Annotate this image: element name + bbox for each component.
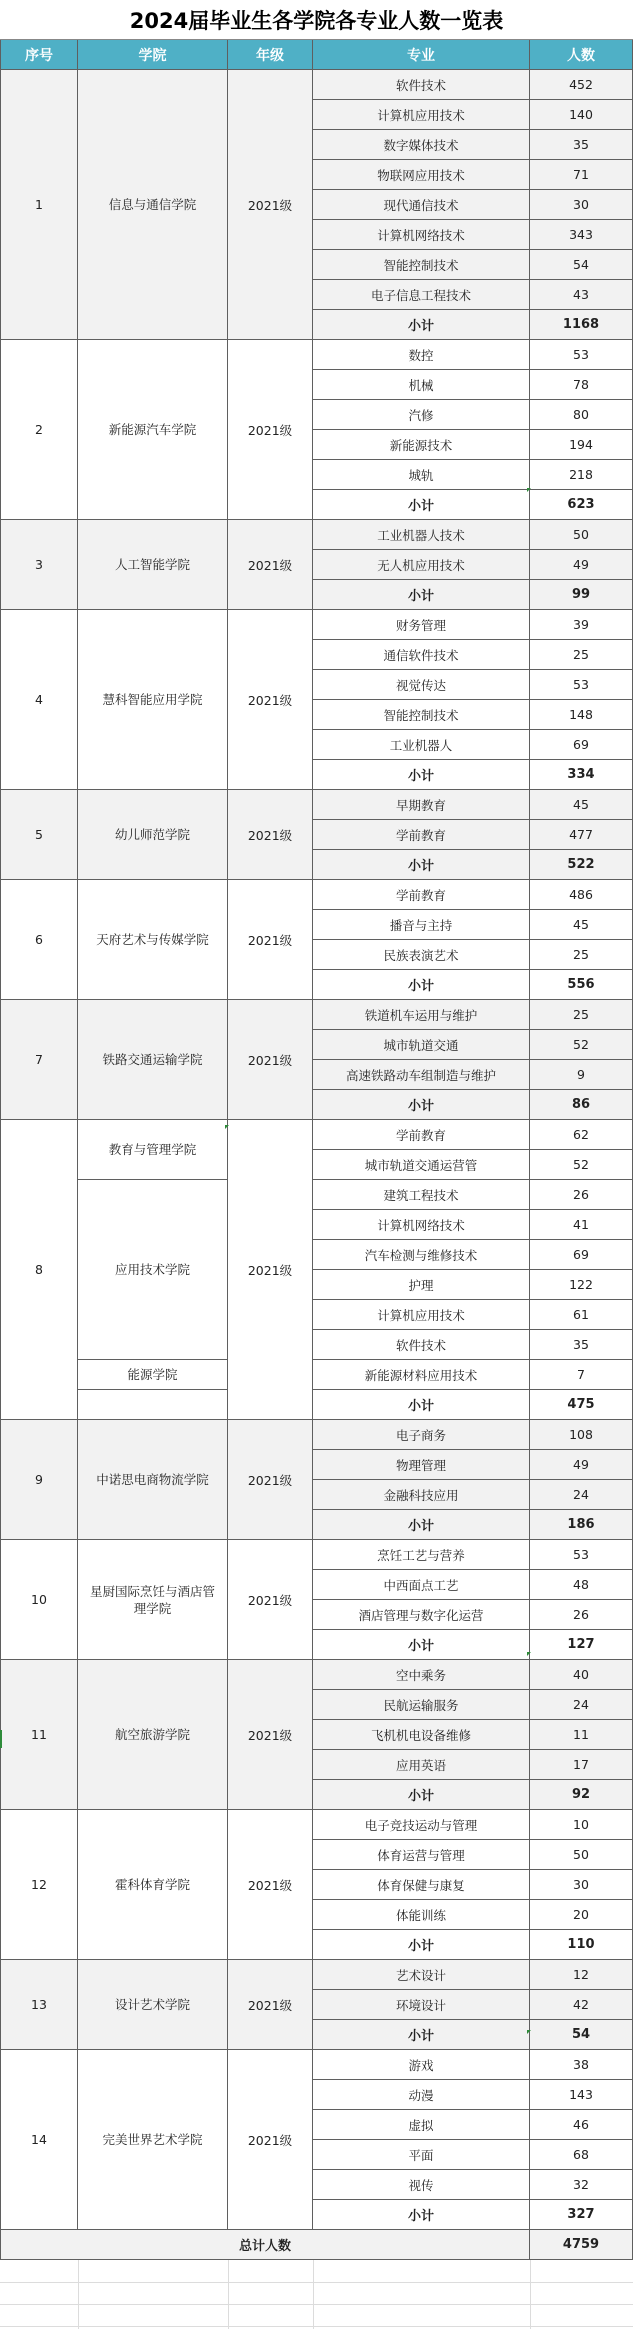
row-number: 14 [0, 2050, 78, 2230]
major-count: 25 [530, 640, 633, 670]
major-name: 汽车检测与维修技术 [313, 1240, 530, 1270]
grade-cell: 2021级 [228, 1000, 313, 1120]
subtotal-label: 小计 [313, 1510, 530, 1540]
major-count: 486 [530, 880, 633, 910]
row-number: 6 [0, 880, 78, 1000]
college-name-empty [78, 1390, 228, 1420]
major-count: 53 [530, 1540, 633, 1570]
major-count: 39 [530, 610, 633, 640]
row-number: 12 [0, 1810, 78, 1960]
empty-grid-column [530, 2260, 531, 2329]
major-count: 218 [530, 460, 633, 490]
major-name: 电子信息工程技术 [313, 280, 530, 310]
grade-cell: 2021级 [228, 70, 313, 340]
major-count: 25 [530, 940, 633, 970]
header-count: 人数 [530, 40, 633, 70]
header-college: 学院 [78, 40, 228, 70]
major-name: 计算机应用技术 [313, 100, 530, 130]
cell-marker-icon [527, 1652, 531, 1656]
college-name: 能源学院 [78, 1360, 228, 1390]
row-number: 3 [0, 520, 78, 610]
major-count: 49 [530, 1450, 633, 1480]
college-name: 铁路交通运输学院 [78, 1000, 228, 1120]
college-name: 应用技术学院 [78, 1180, 228, 1360]
major-name: 计算机网络技术 [313, 220, 530, 250]
major-name: 软件技术 [313, 70, 530, 100]
major-count: 45 [530, 790, 633, 820]
major-name: 机械 [313, 370, 530, 400]
major-name: 学前教育 [313, 880, 530, 910]
grade-cell: 2021级 [228, 520, 313, 610]
major-count: 50 [530, 1840, 633, 1870]
major-name: 酒店管理与数字化运营 [313, 1600, 530, 1630]
major-name: 智能控制技术 [313, 250, 530, 280]
college-name: 星厨国际烹饪与酒店管理学院 [78, 1540, 228, 1660]
major-name: 民族表演艺术 [313, 940, 530, 970]
major-count: 140 [530, 100, 633, 130]
major-count: 69 [530, 730, 633, 760]
header-major: 专业 [313, 40, 530, 70]
major-count: 78 [530, 370, 633, 400]
major-count: 108 [530, 1420, 633, 1450]
college-name: 教育与管理学院 [78, 1120, 228, 1180]
row-number: 9 [0, 1420, 78, 1540]
major-name: 游戏 [313, 2050, 530, 2080]
major-count: 42 [530, 1990, 633, 2020]
college-name: 天府艺术与传媒学院 [78, 880, 228, 1000]
college-name: 完美世界艺术学院 [78, 2050, 228, 2230]
major-count: 35 [530, 1330, 633, 1360]
grade-cell: 2021级 [228, 880, 313, 1000]
cell-marker-icon [225, 1125, 229, 1129]
major-count: 54 [530, 250, 633, 280]
major-count: 50 [530, 520, 633, 550]
subtotal-label: 小计 [313, 970, 530, 1000]
subtotal-value: 92 [530, 1780, 633, 1810]
grade-cell: 2021级 [228, 1420, 313, 1540]
major-count: 52 [530, 1150, 633, 1180]
major-name: 汽修 [313, 400, 530, 430]
major-count: 26 [530, 1600, 633, 1630]
row-number: 1 [0, 70, 78, 340]
major-count: 41 [530, 1210, 633, 1240]
major-name: 虚拟 [313, 2110, 530, 2140]
subtotal-label: 小计 [313, 1780, 530, 1810]
major-count: 194 [530, 430, 633, 460]
college-name: 人工智能学院 [78, 520, 228, 610]
subtotal-label: 小计 [313, 2200, 530, 2230]
major-name: 智能控制技术 [313, 700, 530, 730]
subtotal-value: 110 [530, 1930, 633, 1960]
major-count: 9 [530, 1060, 633, 1090]
major-name: 体育运营与管理 [313, 1840, 530, 1870]
subtotal-value: 334 [530, 760, 633, 790]
subtotal-label: 小计 [313, 1390, 530, 1420]
grade-cell: 2021级 [228, 1960, 313, 2050]
college-name: 霍科体育学院 [78, 1810, 228, 1960]
major-count: 53 [530, 670, 633, 700]
selection-indicator [0, 1730, 2, 1748]
major-name: 体能训练 [313, 1900, 530, 1930]
major-name: 应用英语 [313, 1750, 530, 1780]
major-count: 148 [530, 700, 633, 730]
major-count: 53 [530, 340, 633, 370]
major-count: 24 [530, 1690, 633, 1720]
row-number: 4 [0, 610, 78, 790]
major-count: 452 [530, 70, 633, 100]
grade-cell: 2021级 [228, 790, 313, 880]
grade-cell: 2021级 [228, 1120, 313, 1420]
major-count: 35 [530, 130, 633, 160]
major-count: 49 [530, 550, 633, 580]
major-count: 122 [530, 1270, 633, 1300]
major-name: 金融科技应用 [313, 1480, 530, 1510]
college-name: 慧科智能应用学院 [78, 610, 228, 790]
major-count: 17 [530, 1750, 633, 1780]
major-name: 中西面点工艺 [313, 1570, 530, 1600]
major-name: 工业机器人 [313, 730, 530, 760]
major-name: 现代通信技术 [313, 190, 530, 220]
major-name: 通信软件技术 [313, 640, 530, 670]
major-name: 早期教育 [313, 790, 530, 820]
grade-cell: 2021级 [228, 1540, 313, 1660]
empty-gridline [0, 2326, 633, 2327]
major-name: 民航运输服务 [313, 1690, 530, 1720]
sheet-title: 2024届毕业生各学院各专业人数一览表 [0, 0, 633, 40]
major-name: 新能源技术 [313, 430, 530, 460]
cell-marker-icon [527, 2030, 531, 2034]
subtotal-value: 99 [530, 580, 633, 610]
subtotal-label: 小计 [313, 760, 530, 790]
empty-gridline [0, 2304, 633, 2305]
college-name: 航空旅游学院 [78, 1660, 228, 1810]
grade-cell: 2021级 [228, 610, 313, 790]
major-name: 动漫 [313, 2080, 530, 2110]
grade-cell: 2021级 [228, 1810, 313, 1960]
major-count: 68 [530, 2140, 633, 2170]
major-count: 45 [530, 910, 633, 940]
grade-cell: 2021级 [228, 340, 313, 520]
major-count: 25 [530, 1000, 633, 1030]
major-count: 32 [530, 2170, 633, 2200]
major-count: 48 [530, 1570, 633, 1600]
major-name: 计算机应用技术 [313, 1300, 530, 1330]
row-number: 11 [0, 1660, 78, 1810]
subtotal-label: 小计 [313, 2020, 530, 2050]
college-name: 新能源汽车学院 [78, 340, 228, 520]
subtotal-value: 127 [530, 1630, 633, 1660]
total-value: 4759 [530, 2230, 633, 2260]
major-count: 24 [530, 1480, 633, 1510]
major-count: 477 [530, 820, 633, 850]
major-name: 视传 [313, 2170, 530, 2200]
major-count: 343 [530, 220, 633, 250]
subtotal-label: 小计 [313, 490, 530, 520]
major-name: 电子竞技运动与管理 [313, 1810, 530, 1840]
college-name: 中诺思电商物流学院 [78, 1420, 228, 1540]
major-count: 10 [530, 1810, 633, 1840]
major-name: 护理 [313, 1270, 530, 1300]
header-no: 序号 [0, 40, 78, 70]
subtotal-value: 186 [530, 1510, 633, 1540]
major-count: 20 [530, 1900, 633, 1930]
major-count: 30 [530, 1870, 633, 1900]
empty-grid-column [228, 2260, 229, 2329]
row-number: 10 [0, 1540, 78, 1660]
subtotal-label: 小计 [313, 1630, 530, 1660]
major-name: 学前教育 [313, 1120, 530, 1150]
empty-gridline [0, 2282, 633, 2283]
subtotal-value: 1168 [530, 310, 633, 340]
major-name: 城市轨道交通 [313, 1030, 530, 1060]
major-name: 高速铁路动车组制造与维护 [313, 1060, 530, 1090]
grade-cell: 2021级 [228, 2050, 313, 2230]
row-number: 13 [0, 1960, 78, 2050]
major-count: 43 [530, 280, 633, 310]
major-name: 飞机机电设备维修 [313, 1720, 530, 1750]
major-count: 80 [530, 400, 633, 430]
major-count: 11 [530, 1720, 633, 1750]
major-name: 数控 [313, 340, 530, 370]
major-count: 62 [530, 1120, 633, 1150]
major-count: 12 [530, 1960, 633, 1990]
major-count: 69 [530, 1240, 633, 1270]
empty-grid-column [78, 2260, 79, 2329]
grade-cell: 2021级 [228, 1660, 313, 1810]
college-name: 幼儿师范学院 [78, 790, 228, 880]
major-name: 视觉传达 [313, 670, 530, 700]
major-name: 数字媒体技术 [313, 130, 530, 160]
major-name: 城轨 [313, 460, 530, 490]
major-name: 建筑工程技术 [313, 1180, 530, 1210]
subtotal-value: 556 [530, 970, 633, 1000]
subtotal-label: 小计 [313, 310, 530, 340]
major-count: 26 [530, 1180, 633, 1210]
major-count: 61 [530, 1300, 633, 1330]
subtotal-value: 327 [530, 2200, 633, 2230]
major-name: 城市轨道交通运营管 [313, 1150, 530, 1180]
major-count: 40 [530, 1660, 633, 1690]
college-name: 设计艺术学院 [78, 1960, 228, 2050]
major-name: 艺术设计 [313, 1960, 530, 1990]
total-label: 总计人数 [0, 2230, 530, 2260]
major-name: 体育保健与康复 [313, 1870, 530, 1900]
subtotal-label: 小计 [313, 1930, 530, 1960]
cell-marker-icon [527, 488, 531, 492]
subtotal-value: 522 [530, 850, 633, 880]
major-name: 电子商务 [313, 1420, 530, 1450]
major-name: 财务管理 [313, 610, 530, 640]
major-name: 无人机应用技术 [313, 550, 530, 580]
row-number: 5 [0, 790, 78, 880]
row-number: 2 [0, 340, 78, 520]
empty-grid-column [313, 2260, 314, 2329]
major-name: 新能源材料应用技术 [313, 1360, 530, 1390]
major-name: 环境设计 [313, 1990, 530, 2020]
major-count: 38 [530, 2050, 633, 2080]
major-name: 空中乘务 [313, 1660, 530, 1690]
major-count: 71 [530, 160, 633, 190]
subtotal-label: 小计 [313, 1090, 530, 1120]
major-name: 播音与主持 [313, 910, 530, 940]
major-name: 物联网应用技术 [313, 160, 530, 190]
major-name: 平面 [313, 2140, 530, 2170]
major-name: 学前教育 [313, 820, 530, 850]
subtotal-value: 623 [530, 490, 633, 520]
major-name: 铁道机车运用与维护 [313, 1000, 530, 1030]
row-number: 7 [0, 1000, 78, 1120]
subtotal-label: 小计 [313, 850, 530, 880]
subtotal-value: 475 [530, 1390, 633, 1420]
major-count: 7 [530, 1360, 633, 1390]
major-count: 46 [530, 2110, 633, 2140]
header-grade: 年级 [228, 40, 313, 70]
subtotal-value: 86 [530, 1090, 633, 1120]
subtotal-label: 小计 [313, 580, 530, 610]
row-number: 8 [0, 1120, 78, 1420]
major-name: 烹饪工艺与营养 [313, 1540, 530, 1570]
major-name: 计算机网络技术 [313, 1210, 530, 1240]
college-name: 信息与通信学院 [78, 70, 228, 340]
subtotal-value: 54 [530, 2020, 633, 2050]
major-name: 软件技术 [313, 1330, 530, 1360]
major-count: 143 [530, 2080, 633, 2110]
major-count: 52 [530, 1030, 633, 1060]
major-name: 物理管理 [313, 1450, 530, 1480]
major-name: 工业机器人技术 [313, 520, 530, 550]
major-count: 30 [530, 190, 633, 220]
